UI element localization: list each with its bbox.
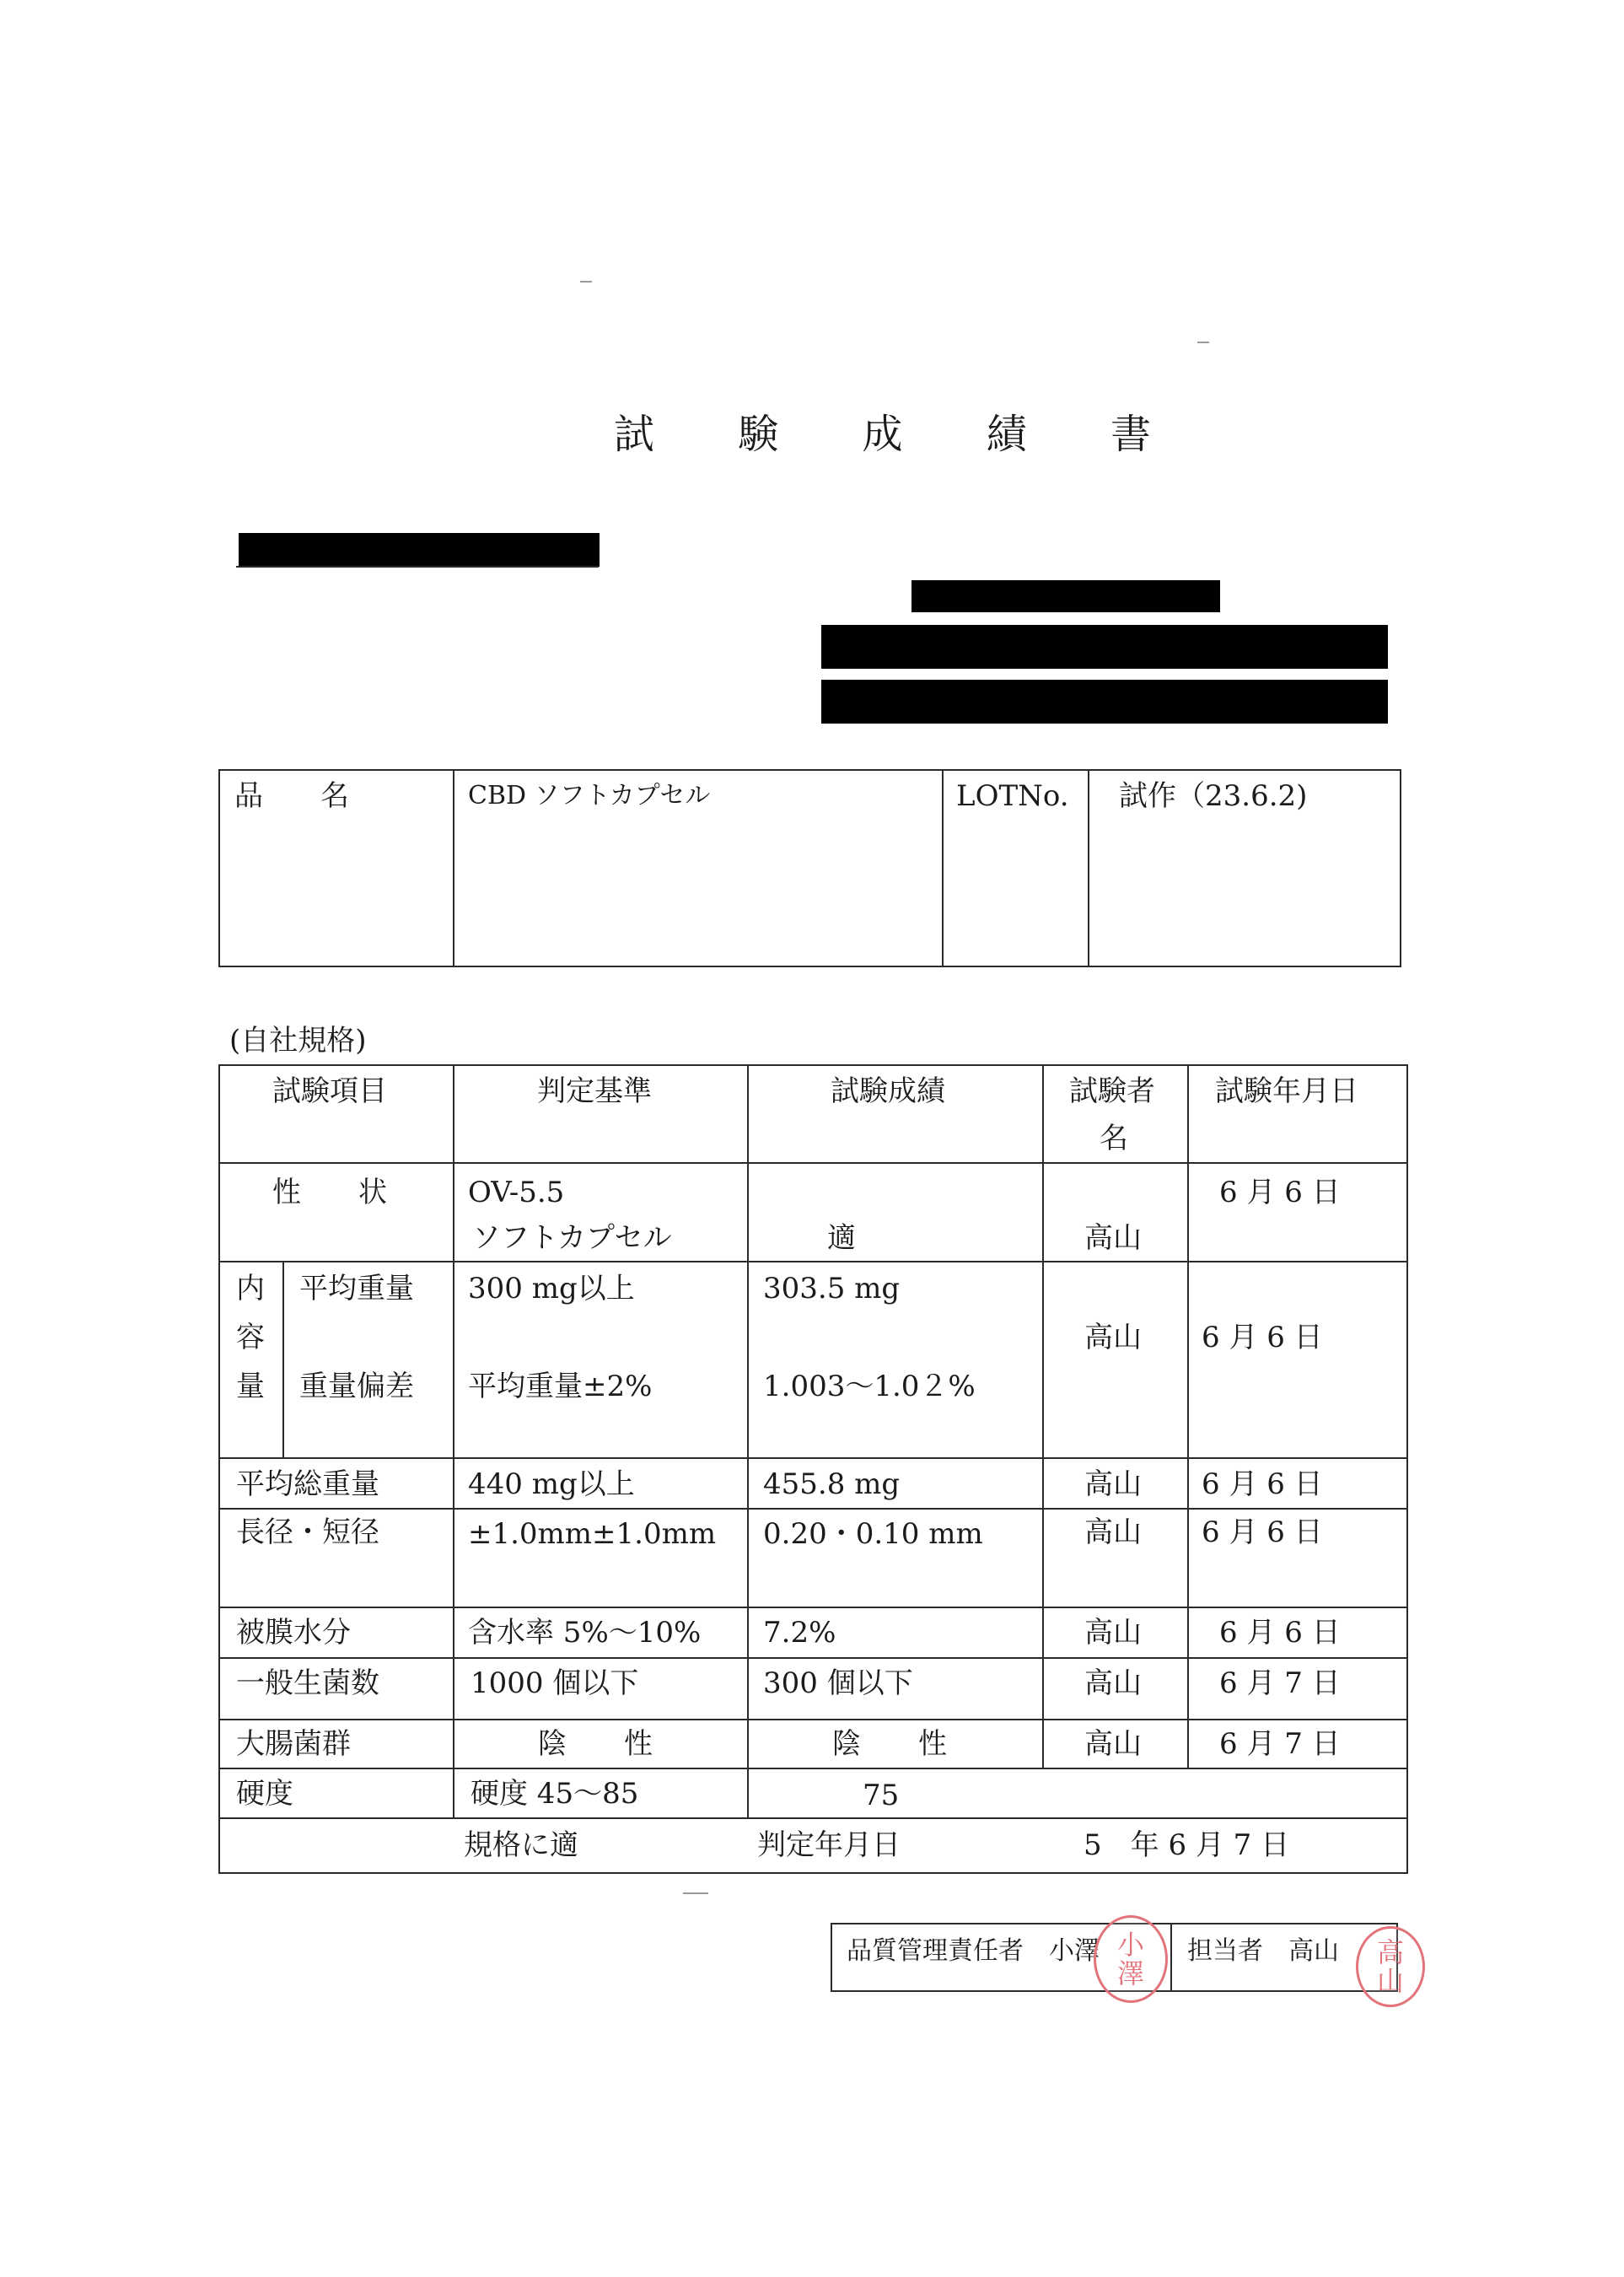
diameter-result: 0.20・0.10 mm — [763, 1517, 983, 1551]
content-group-char2: 容 — [236, 1321, 265, 1354]
bacteria-result: 300 個以下 — [763, 1666, 913, 1700]
redacted-issuer-address — [821, 625, 1388, 669]
product-name-value: CBD ソフトカプセル — [468, 781, 711, 810]
header-result: 試験成績 — [831, 1074, 945, 1108]
hardness-item: 硬度 — [236, 1777, 293, 1811]
document-title: 試 験 成 績 書 — [614, 411, 1187, 458]
weight-deviation-criteria: 平均重量±2% — [468, 1370, 653, 1403]
redacted-recipient — [239, 533, 600, 567]
summary-date-label: 判定年月日 — [757, 1828, 901, 1862]
diameter-date: 6 月 6 日 — [1202, 1515, 1323, 1549]
scan-speck — [1197, 342, 1209, 343]
coliform-date: 6 月 7 日 — [1219, 1727, 1341, 1761]
lot-label: LOTNo. — [956, 779, 1069, 813]
coliform-tester: 高山 — [1084, 1727, 1142, 1761]
avg-weight-criteria: 300 mg以上 — [468, 1272, 635, 1305]
redacted-issuer-contact — [821, 680, 1388, 724]
product-name-label: 品 名 — [234, 779, 349, 813]
diameter-tester: 高山 — [1084, 1515, 1142, 1549]
qa-manager-label: 品質管理責任者 小澤 — [847, 1936, 1100, 1966]
total-weight-criteria: 440 mg以上 — [468, 1467, 635, 1501]
coliform-result: 陰 性 — [832, 1727, 947, 1761]
appearance-date: 6 月 6 日 — [1219, 1176, 1341, 1209]
standard-note: (自社規格) — [229, 1024, 367, 1058]
appearance-tester: 高山 — [1084, 1221, 1142, 1255]
staff-seal: 高 山 — [1356, 1926, 1425, 2007]
staff-label: 担当者 高山 — [1187, 1936, 1339, 1966]
content-tester: 高山 — [1084, 1321, 1142, 1354]
recipient-underline — [236, 566, 599, 568]
diameter-item: 長径・短径 — [236, 1515, 379, 1549]
appearance-item: 性 状 — [272, 1176, 387, 1209]
total-weight-tester: 高山 — [1084, 1467, 1142, 1501]
appearance-criteria-line1: OV-5.5 — [468, 1176, 565, 1209]
diameter-criteria: ±1.0mm±1.0mm — [468, 1517, 717, 1551]
bacteria-item: 一般生菌数 — [236, 1666, 379, 1700]
bacteria-date: 6 月 7 日 — [1219, 1666, 1341, 1700]
summary-verdict: 規格に適 — [464, 1828, 578, 1862]
qa-manager-seal: 小 澤 — [1094, 1915, 1168, 2003]
coliform-item: 大腸菌群 — [236, 1727, 351, 1761]
total-weight-date: 6 月 6 日 — [1202, 1467, 1323, 1501]
avg-weight-result: 303.5 mg — [763, 1272, 901, 1305]
header-criteria: 判定基準 — [537, 1074, 652, 1108]
header-tester-line2: 名 — [1100, 1122, 1128, 1155]
lot-value: 試作（23.6.2) — [1119, 779, 1308, 813]
avg-weight-item: 平均重量 — [299, 1272, 414, 1305]
hardness-result: 75 — [863, 1779, 900, 1812]
content-group-char1: 内 — [236, 1272, 265, 1305]
appearance-result: 適 — [827, 1221, 856, 1255]
coliform-criteria: 陰 性 — [538, 1727, 653, 1761]
hardness-criteria: 硬度 45～85 — [471, 1777, 639, 1811]
bacteria-tester: 高山 — [1084, 1666, 1142, 1700]
moisture-item: 被膜水分 — [236, 1616, 351, 1650]
weight-deviation-result: 1.003～1.0２% — [763, 1370, 976, 1403]
weight-deviation-item: 重量偏差 — [299, 1370, 414, 1403]
content-date: 6 月 6 日 — [1202, 1321, 1323, 1354]
scan-speck — [683, 1892, 708, 1894]
total-weight-item: 平均総重量 — [236, 1467, 379, 1501]
header-date: 試験年月日 — [1215, 1074, 1358, 1108]
header-tester-line1: 試験者 — [1069, 1074, 1155, 1108]
moisture-criteria: 含水率 5%～10% — [468, 1616, 702, 1650]
moisture-tester: 高山 — [1084, 1616, 1142, 1650]
scan-speck — [580, 281, 592, 283]
header-test-item: 試験項目 — [272, 1074, 387, 1108]
summary-date-value: 5 年 6 月 7 日 — [1084, 1828, 1290, 1862]
redacted-issuer-name — [911, 580, 1220, 612]
total-weight-result: 455.8 mg — [763, 1467, 901, 1501]
appearance-criteria-line2: ソフトカプセル — [472, 1221, 672, 1255]
moisture-date: 6 月 6 日 — [1219, 1616, 1341, 1650]
content-group-char3: 量 — [236, 1370, 265, 1403]
moisture-result: 7.2% — [763, 1616, 836, 1650]
bacteria-criteria: 1000 個以下 — [471, 1666, 639, 1700]
